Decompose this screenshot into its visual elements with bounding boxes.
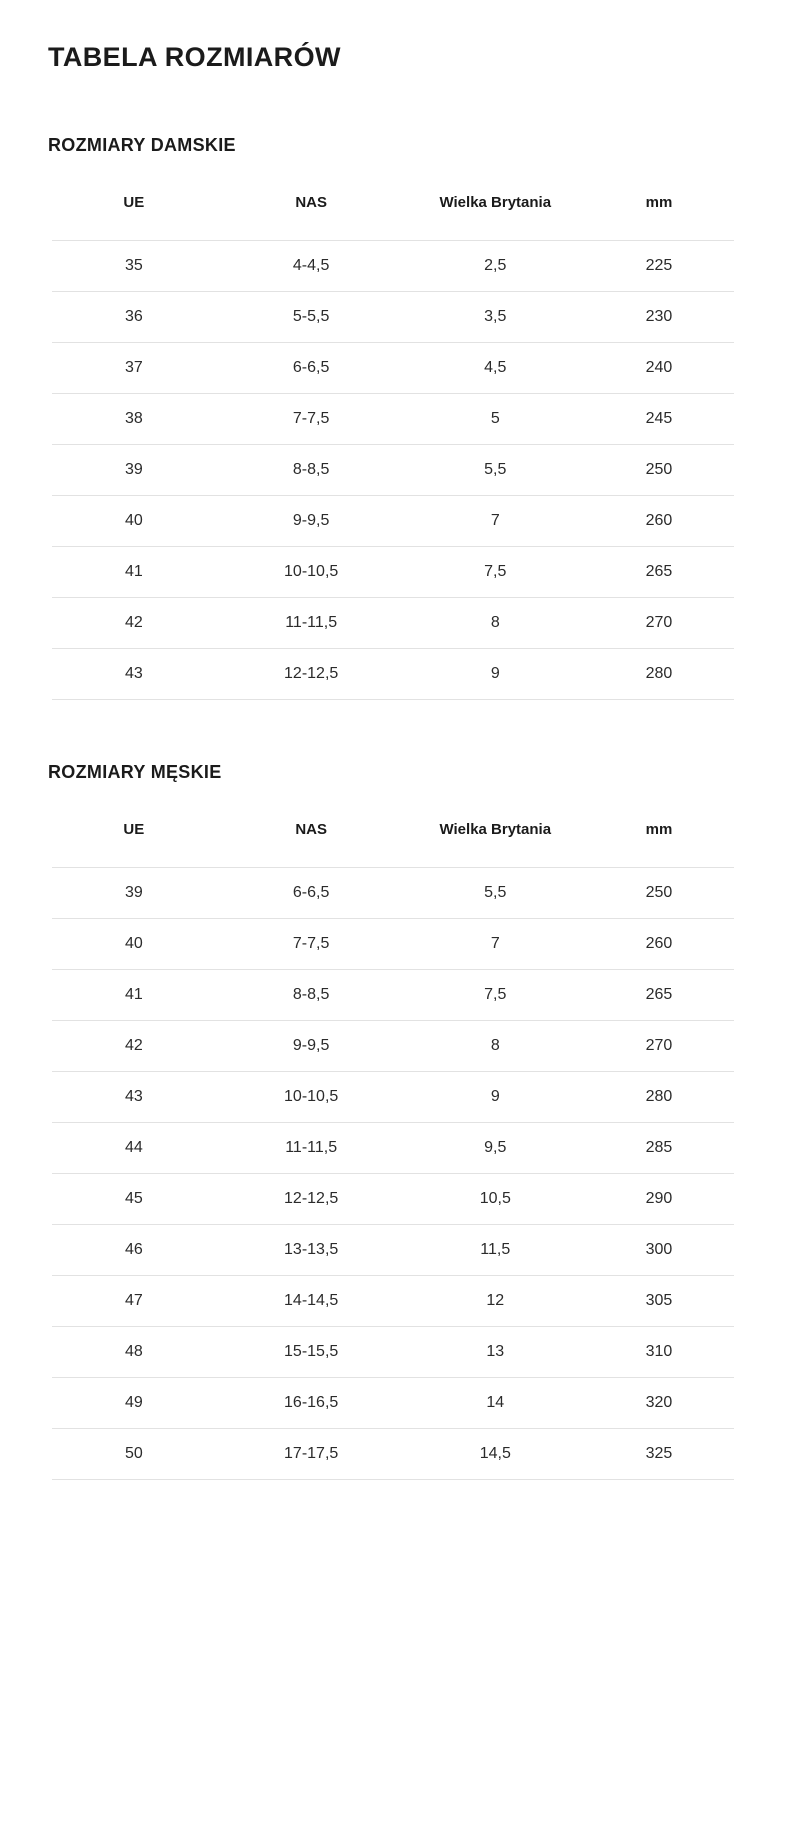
bottom-spacer [48,1480,744,1510]
table-row [52,444,734,495]
cell-nas: 16-16,5 [216,1377,407,1428]
table-row [52,393,734,444]
cell-ue: 50 [52,1428,216,1479]
table-row [52,1377,734,1428]
cell-mm: 230 [584,291,734,342]
table-row [52,867,734,918]
cell-uk: 7,5 [407,969,584,1020]
cell-ue: 41 [52,969,216,1020]
cell-mm: 325 [584,1428,734,1479]
cell-nas: 8-8,5 [216,444,407,495]
cell-uk: 8 [407,1020,584,1071]
cell-uk: 3,5 [407,291,584,342]
cell-nas: 10-10,5 [216,546,407,597]
cell-mm: 265 [584,969,734,1020]
table-body-womens [52,240,734,699]
cell-uk: 7 [407,918,584,969]
column-header-nas: NAS [295,194,327,211]
cell-uk: 12 [407,1275,584,1326]
cell-uk: 10,5 [407,1173,584,1224]
size-table-mens [52,809,734,1480]
table-row [52,240,734,291]
cell-nas: 10-10,5 [216,1071,407,1122]
cell-uk: 13 [407,1326,584,1377]
cell-uk: 2,5 [407,240,584,291]
cell-ue: 36 [52,291,216,342]
table-row [52,1224,734,1275]
cell-mm: 260 [584,918,734,969]
cell-mm: 305 [584,1275,734,1326]
cell-uk: 5,5 [407,444,584,495]
cell-mm: 260 [584,495,734,546]
cell-nas: 12-12,5 [216,648,407,699]
table-row [52,597,734,648]
column-header-nas: NAS [295,820,327,838]
cell-ue: 49 [52,1377,216,1428]
column-header-mm: mm [645,194,673,211]
cell-mm: 245 [584,393,734,444]
cell-uk: 8 [407,597,584,648]
cell-nas: 13-13,5 [216,1224,407,1275]
cell-ue: 42 [52,597,216,648]
cell-ue: 43 [52,648,216,699]
cell-ue: 39 [52,867,216,918]
table-row [52,918,734,969]
cell-nas: 7-7,5 [216,393,407,444]
column-header-uk: Wielka Brytania [439,194,552,211]
cell-mm: 265 [584,546,734,597]
cell-mm: 290 [584,1173,734,1224]
size-table-mens-wrapper [48,809,744,1480]
cell-uk: 5,5 [407,867,584,918]
cell-ue: 35 [52,240,216,291]
cell-mm: 225 [584,240,734,291]
cell-ue: 48 [52,1326,216,1377]
cell-ue: 46 [52,1224,216,1275]
cell-uk: 5 [407,393,584,444]
table-header-row [52,809,734,867]
cell-mm: 285 [584,1122,734,1173]
column-header-uk: Wielka Brytania [439,820,552,838]
cell-mm: 250 [584,867,734,918]
cell-uk: 7,5 [407,546,584,597]
table-row [52,969,734,1020]
size-table-womens-wrapper [48,182,744,700]
cell-ue: 37 [52,342,216,393]
cell-ue: 40 [52,495,216,546]
column-header-ue: UE [123,820,145,838]
cell-uk: 9 [407,648,584,699]
table-row [52,1275,734,1326]
cell-nas: 6-6,5 [216,867,407,918]
cell-uk: 14 [407,1377,584,1428]
cell-nas: 11-11,5 [216,597,407,648]
cell-mm: 270 [584,1020,734,1071]
cell-uk: 14,5 [407,1428,584,1479]
cell-nas: 9-9,5 [216,1020,407,1071]
cell-ue: 39 [52,444,216,495]
table-row [52,1122,734,1173]
column-header-ue: UE [123,194,145,211]
cell-mm: 320 [584,1377,734,1428]
cell-mm: 310 [584,1326,734,1377]
table-body-mens [52,867,734,1479]
cell-mm: 240 [584,342,734,393]
page-title: TABELA ROZMIARÓW [48,42,341,72]
section-title-mens: ROZMIARY MĘSKIE [48,761,222,782]
cell-mm: 280 [584,648,734,699]
table-row [52,546,734,597]
size-table-womens [52,182,734,700]
cell-nas: 9-9,5 [216,495,407,546]
table-row [52,648,734,699]
cell-mm: 280 [584,1071,734,1122]
cell-uk: 11,5 [407,1224,584,1275]
table-header-row [52,182,734,240]
table-row [52,495,734,546]
cell-ue: 43 [52,1071,216,1122]
table-row [52,1071,734,1122]
cell-nas: 4-4,5 [216,240,407,291]
cell-nas: 6-6,5 [216,342,407,393]
cell-ue: 40 [52,918,216,969]
cell-uk: 9 [407,1071,584,1122]
table-row [52,1326,734,1377]
cell-nas: 7-7,5 [216,918,407,969]
cell-ue: 38 [52,393,216,444]
cell-uk: 4,5 [407,342,584,393]
cell-nas: 17-17,5 [216,1428,407,1479]
cell-uk: 9,5 [407,1122,584,1173]
cell-ue: 42 [52,1020,216,1071]
cell-mm: 300 [584,1224,734,1275]
cell-nas: 15-15,5 [216,1326,407,1377]
table-row [52,342,734,393]
cell-uk: 7 [407,495,584,546]
cell-ue: 47 [52,1275,216,1326]
table-row [52,291,734,342]
table-header-womens [52,182,734,240]
section-title-womens: ROZMIARY DAMSKIE [48,135,236,155]
table-row [52,1020,734,1071]
cell-mm: 250 [584,444,734,495]
cell-nas: 8-8,5 [216,969,407,1020]
cell-nas: 12-12,5 [216,1173,407,1224]
cell-ue: 41 [52,546,216,597]
cell-ue: 44 [52,1122,216,1173]
table-row [52,1173,734,1224]
table-header-mens [52,809,734,867]
column-header-mm: mm [645,820,673,838]
table-row [52,1428,734,1479]
cell-nas: 14-14,5 [216,1275,407,1326]
cell-nas: 5-5,5 [216,291,407,342]
cell-nas: 11-11,5 [216,1122,407,1173]
cell-mm: 270 [584,597,734,648]
cell-ue: 45 [52,1173,216,1224]
